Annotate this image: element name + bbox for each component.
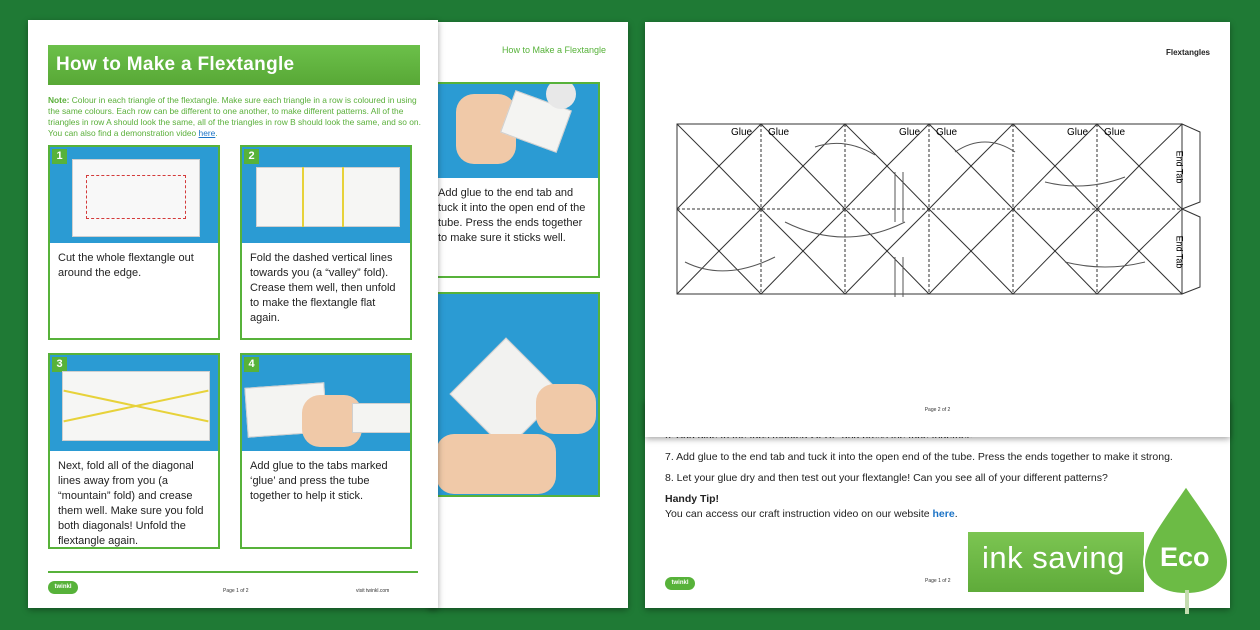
note-end: . xyxy=(215,128,218,138)
step-3-photo xyxy=(50,355,218,451)
footer-site: visit twinkl.com xyxy=(356,588,390,594)
step-6-panel xyxy=(424,292,600,497)
step-3-panel xyxy=(48,353,220,549)
handy-tip-link[interactable]: here xyxy=(932,508,955,520)
page-one-sheet xyxy=(28,20,438,608)
glue-label: Glue xyxy=(899,127,921,138)
page-title: How to Make a Flextangle xyxy=(48,45,420,85)
step-3-number: 3 xyxy=(52,357,67,372)
handy-tip-end: . xyxy=(954,508,958,520)
eco-label: Eco xyxy=(1160,542,1210,572)
instruction-8: 8. Let your glue dry and then test out your flextangle! Can you see all of your different patterns? xyxy=(665,472,1108,484)
glue-label: Glue xyxy=(1104,127,1126,138)
handy-tip-title: Handy Tip! xyxy=(665,493,720,505)
step-5-text: Add glue to the end tab and tuck it into the open end of the tube. Press the ends together to make sure it sticks well. xyxy=(438,187,586,244)
note-paragraph xyxy=(48,95,424,139)
page3-footer-page-number: Page 1 of 2 xyxy=(925,578,951,584)
glue-label: Glue xyxy=(731,127,753,138)
ink-saving-text: ink saving xyxy=(982,540,1125,575)
footer-line xyxy=(48,571,418,573)
end-tab-label: End Tab xyxy=(1174,235,1185,269)
end-tab-label: End Tab xyxy=(1174,150,1185,184)
page-one-back-header: How to Make a Flextangle xyxy=(501,45,606,55)
step-5-photo xyxy=(426,84,598,178)
note-link[interactable]: here xyxy=(198,128,216,138)
note-label: Note: xyxy=(48,95,70,105)
footer-page-number: Page 1 of 2 xyxy=(223,588,249,594)
step-1-panel xyxy=(48,145,220,340)
step-3-text: Next, fold all of the diagonal lines away from you (a “mountain” fold) and crease them well. Make sure you fold both diagonals! Unfold the flextangle again. xyxy=(58,460,204,547)
glue-label: Glue xyxy=(768,127,790,138)
twinkl-logo: twinkl xyxy=(48,581,78,594)
page2-footer-page-number: Page 2 of 2 xyxy=(924,407,951,413)
step-1-photo xyxy=(50,147,218,243)
step-5-panel xyxy=(424,82,600,278)
handy-tip-body: You can access our craft instruction video on our website xyxy=(665,508,933,520)
step-2-text: Fold the dashed vertical lines towards you (a “valley” fold). Crease them well, then unfold to make the flextangle flat again. xyxy=(250,252,396,324)
instruction-7: 7. Add glue to the end tab and tuck it into the open end of the tube. Press the ends together to make it strong. xyxy=(665,451,1173,463)
step-4-text: Add glue to the tabs marked ‘glue’ and press the tube together to help it stick. xyxy=(250,460,388,502)
eco-leaf-icon xyxy=(1140,484,1232,596)
note-text: Colour in each triangle of the flextangle. Make sure each triangle in a row is coloured in using the same colours. Each row can be different to one another, to make different patterns. All of the triangles in row A should look the same, all of the triangles in row B should look the same, and so on. You can also find a demonstration video xyxy=(48,95,421,138)
step-1-number: 1 xyxy=(52,149,67,164)
step-1-text: Cut the whole flextangle out around the edge. xyxy=(58,252,194,279)
leaf-stem xyxy=(1185,590,1189,614)
template-title: Flextangles xyxy=(1165,48,1210,57)
twinkl-logo-page3: twinkl xyxy=(665,577,695,590)
page-one-back-sheet xyxy=(428,22,628,608)
step-4-photo xyxy=(242,355,410,451)
glue-label: Glue xyxy=(1067,127,1089,138)
step-2-photo xyxy=(242,147,410,243)
step-4-panel xyxy=(240,353,412,549)
flextangle-template xyxy=(645,22,1230,437)
page-two-sheet xyxy=(645,22,1230,437)
handy-tip-text xyxy=(665,508,958,520)
step-2-number: 2 xyxy=(244,149,259,164)
step-4-number: 4 xyxy=(244,357,259,372)
step-2-panel xyxy=(240,145,412,340)
glue-label: Glue xyxy=(936,127,958,138)
